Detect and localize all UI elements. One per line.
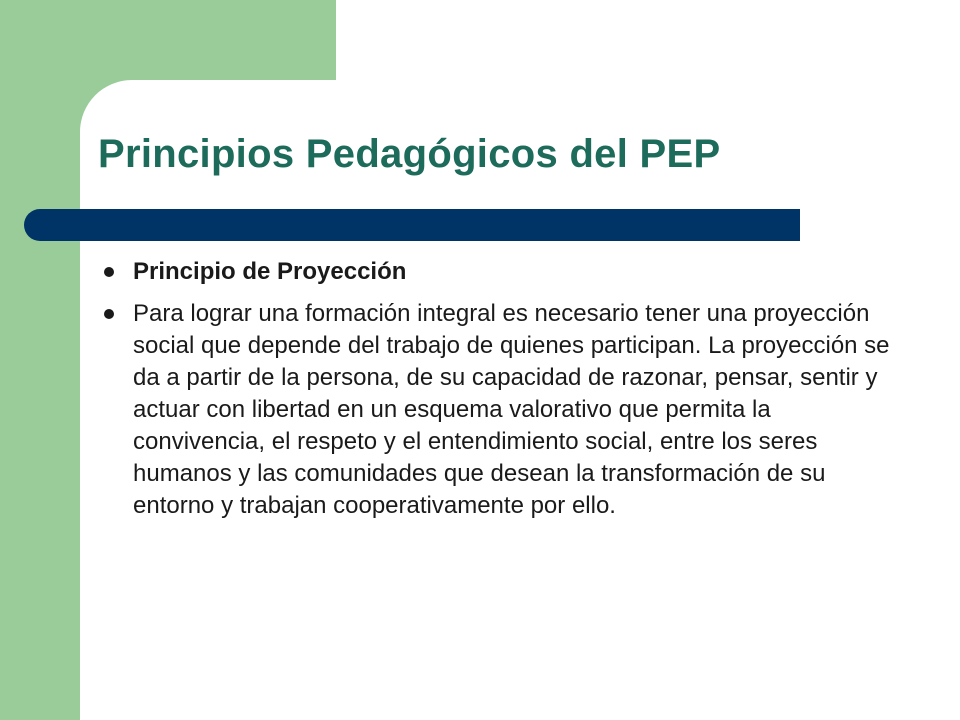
bullet-list: [100, 256, 900, 522]
bullet-heading-text: Principio de Proyección: [133, 258, 407, 285]
bullet-item-body: [100, 298, 900, 522]
slide-title: Principios Pedagógicos del PEP: [98, 132, 721, 176]
bullet-body-text: Para lograr una formación integral es necesario tener una proyección social que depende del trabajo de quienes participan. La proyección se da a partir de la persona, de su capacidad de razonar, pensar, sentir y actuar con libertad en un esquema valorativo que permita la convivencia, el respeto y el entendimiento social, entre los seres humanos y las comunidades que desean la transformación de su entorno y trabajan cooperativamente por ello.: [133, 300, 890, 519]
bullet-dot-icon: [104, 309, 114, 319]
title-underline-bar: [24, 209, 800, 241]
bullet-item-heading: [100, 256, 900, 288]
bullet-dot-icon: [104, 267, 114, 277]
